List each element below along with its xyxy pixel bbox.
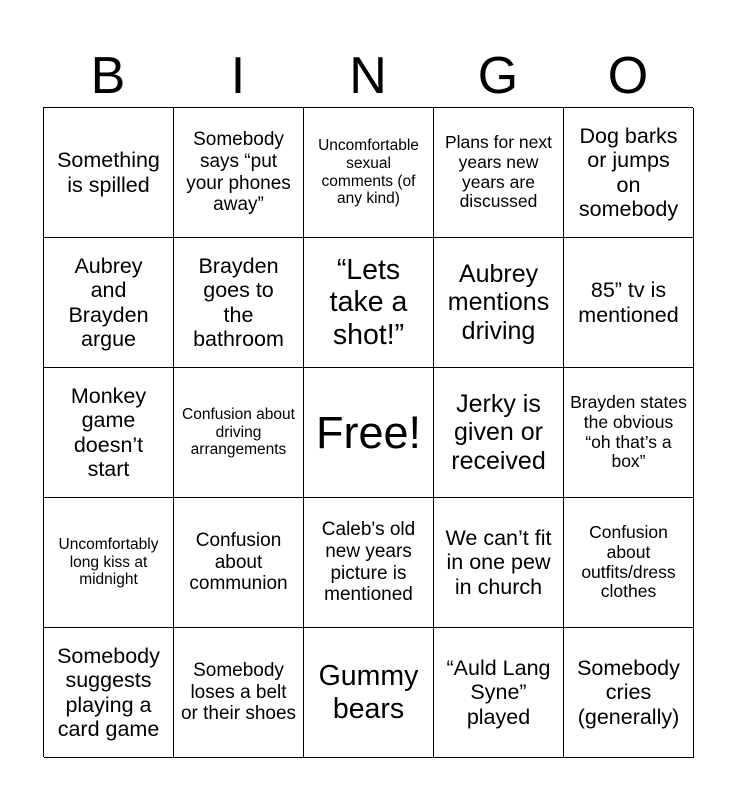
bingo-cell[interactable] [434, 498, 564, 628]
bingo-header [43, 44, 693, 108]
cell-text: Brayden states the obvious “oh that’s a box” [570, 391, 687, 472]
bingo-board [43, 107, 693, 757]
cell-text: Caleb's old new years picture is mentioned [321, 519, 416, 606]
cell-text: Plans for next years new years are discussed [445, 131, 552, 212]
bingo-cell[interactable] [304, 628, 434, 758]
bingo-cell[interactable] [564, 238, 694, 368]
cell-text: Somebody cries (generally) [577, 655, 680, 729]
bingo-cell[interactable] [564, 368, 694, 498]
bingo-cell[interactable] [564, 498, 694, 628]
bingo-cell[interactable] [434, 238, 564, 368]
cell-text: Something is spilled [57, 148, 160, 197]
bingo-cell[interactable] [44, 368, 174, 498]
header-letter-i: I [230, 47, 246, 105]
bingo-cell[interactable] [174, 108, 304, 238]
cell-text: “Auld Lang Syne” played [446, 655, 551, 729]
cell-text: Somebody loses a belt or their shoes [180, 660, 297, 725]
cell-text: Somebody suggests playing a card game [57, 643, 160, 741]
cell-text: Brayden goes to the bathroom [193, 253, 284, 351]
cell-text: Aubrey mentions driving [447, 259, 550, 345]
bingo-cell[interactable] [44, 238, 174, 368]
header-letter-g: G [477, 47, 519, 105]
bingo-cell[interactable] [174, 498, 304, 628]
cell-text: Confusion about outfits/dress clothes [581, 521, 676, 602]
header-letter-n: N [349, 47, 387, 105]
cell-text: Dog barks or jumps on somebody [578, 123, 679, 221]
free-space-text: Free! [315, 406, 422, 458]
bingo-cell[interactable] [434, 368, 564, 498]
bingo-cell[interactable] [434, 108, 564, 238]
header-letter-b: B [90, 47, 126, 105]
cell-text: Uncomfortable sexual comments (of any kind) [318, 137, 419, 208]
bingo-cell[interactable] [44, 628, 174, 758]
bingo-cell[interactable] [564, 108, 694, 238]
bingo-cell[interactable] [44, 108, 174, 238]
bingo-cell[interactable] [44, 498, 174, 628]
cell-text: Confusion about driving arrangements [182, 406, 295, 459]
cell-text: Somebody says “put your phones away” [186, 129, 291, 216]
cell-text: Jerky is given or received [451, 389, 546, 475]
cell-text: Confusion about communion [189, 530, 288, 595]
cell-text: Uncomfortably long kiss at midnight [58, 536, 159, 589]
cell-text: 85” tv is mentioned [578, 278, 679, 327]
cell-text: Gummy bears [318, 660, 419, 725]
bingo-cell[interactable] [174, 368, 304, 498]
cell-text: Aubrey and Brayden argue [68, 253, 149, 351]
cell-text: We can’t fit in one pew in church [445, 525, 552, 599]
cell-text: “Lets take a shot!” [329, 253, 408, 351]
bingo-cell[interactable] [304, 238, 434, 368]
bingo-cell[interactable] [174, 628, 304, 758]
bingo-cell[interactable] [304, 498, 434, 628]
bingo-cell free-space[interactable] [304, 368, 434, 498]
header-letter-o: O [607, 47, 649, 105]
bingo-cell[interactable] [434, 628, 564, 758]
cell-text: Monkey game doesn’t start [70, 383, 147, 481]
bingo-cell[interactable] [304, 108, 434, 238]
bingo-cell[interactable] [564, 628, 694, 758]
bingo-cell[interactable] [174, 238, 304, 368]
